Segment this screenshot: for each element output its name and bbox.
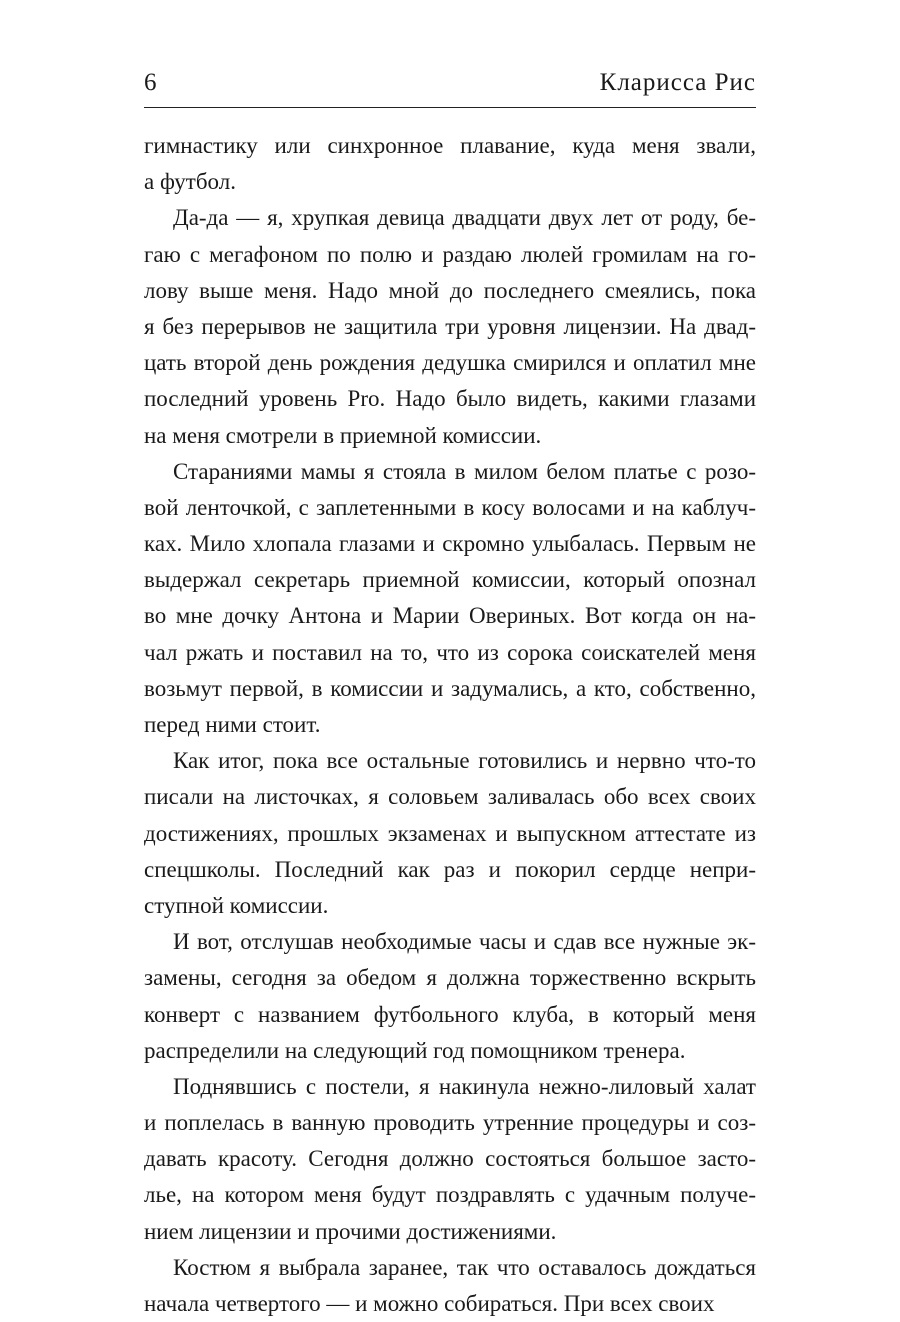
- text-line: И вот, отслушав необходимые часы и сдав все нужные эк-: [173, 929, 756, 955]
- page-number: 6: [144, 69, 157, 96]
- text-line: Да-да — я, хрупкая девица двадцати двух лет от роду, бе-: [173, 205, 756, 231]
- header-rule: [144, 107, 756, 108]
- paragraph: [144, 200, 756, 453]
- text-line: лову выше меня. Надо мной до последнего смеялись, пока: [144, 277, 756, 303]
- text-line: Стараниями мамы я стояла в милом белом платье с розо-: [173, 458, 756, 484]
- text-line: нием лицензии и прочими достижениями.: [144, 1218, 557, 1244]
- text-line: последний уровень Pro. Надо было видеть, какими глазами: [144, 386, 756, 412]
- text-line: ступной комиссии.: [144, 892, 329, 918]
- text-line: на меня смотрели в приемной комиссии.: [144, 422, 542, 448]
- text-line: возьмут первой, в комиссии и задумались, а кто, собственно,: [144, 675, 756, 701]
- paragraph: [144, 128, 756, 200]
- text-line: цать второй день рождения дедушка смирился и оплатил мне: [144, 350, 756, 376]
- text-line: чал ржать и поставил на то, что из сорока соискателей меня: [144, 639, 756, 665]
- body-text: [144, 128, 756, 1322]
- paragraph: [144, 1250, 756, 1322]
- paragraph: [144, 1069, 756, 1250]
- text-line: писали на листочках, я соловьем заливалась обо всех своих: [144, 784, 756, 810]
- text-line: а футбол.: [144, 169, 236, 195]
- text-line: гаю с мегафоном по полю и раздаю люлей громилам на го-: [144, 241, 756, 267]
- text-line: гимнастику или синхронное плавание, куда меня звали,: [144, 133, 756, 158]
- text-line: вой ленточкой, с заплетенными в косу волосами и на каблуч-: [144, 494, 756, 520]
- paragraph: [144, 454, 756, 744]
- text-line: начала четвертого — и можно собираться. При всех своих: [144, 1291, 715, 1316]
- text-line: во мне дочку Антона и Марии Овериных. Вот когда он на-: [144, 603, 756, 629]
- text-line: Костюм я выбрала заранее, так что оставалось дождаться: [173, 1254, 756, 1280]
- text-line: конверт с названием футбольного клуба, в который меня: [144, 1001, 756, 1027]
- text-line: спецшколы. Последний как раз и покорил сердце непри-: [144, 856, 756, 882]
- paragraph: [144, 743, 756, 924]
- text-line: и поплелась в ванную проводить утренние процедуры и соз-: [144, 1110, 756, 1136]
- text-line: Как итог, пока все остальные готовились и нервно что-то: [173, 748, 756, 774]
- text-line: замены, сегодня за обедом я должна торжественно вскрыть: [144, 965, 756, 991]
- paragraph: [144, 924, 756, 1069]
- text-line: достижениях, прошлых экзаменах и выпускном аттестате из: [144, 820, 756, 846]
- text-line: ках. Мило хлопала глазами и скромно улыбалась. Первым не: [144, 531, 756, 557]
- text-line: лье, на котором меня будут поздравлять с удачным получе-: [144, 1182, 756, 1208]
- text-line: распределили на следующий год помощником тренера.: [144, 1037, 686, 1063]
- text-line: давать красоту. Сегодня должно состояться большое засто-: [144, 1146, 756, 1172]
- text-line: Поднявшись с постели, я накинула нежно-лиловый халат: [173, 1073, 756, 1099]
- text-line: перед ними стоит.: [144, 712, 321, 737]
- text-line: я без перерывов не защитила три уровня лицензии. На двад-: [144, 313, 756, 339]
- text-line: выдержал секретарь приемной комиссии, который опознал: [144, 567, 756, 593]
- running-head: [144, 66, 756, 100]
- running-title: Кларисса Рис: [599, 69, 756, 96]
